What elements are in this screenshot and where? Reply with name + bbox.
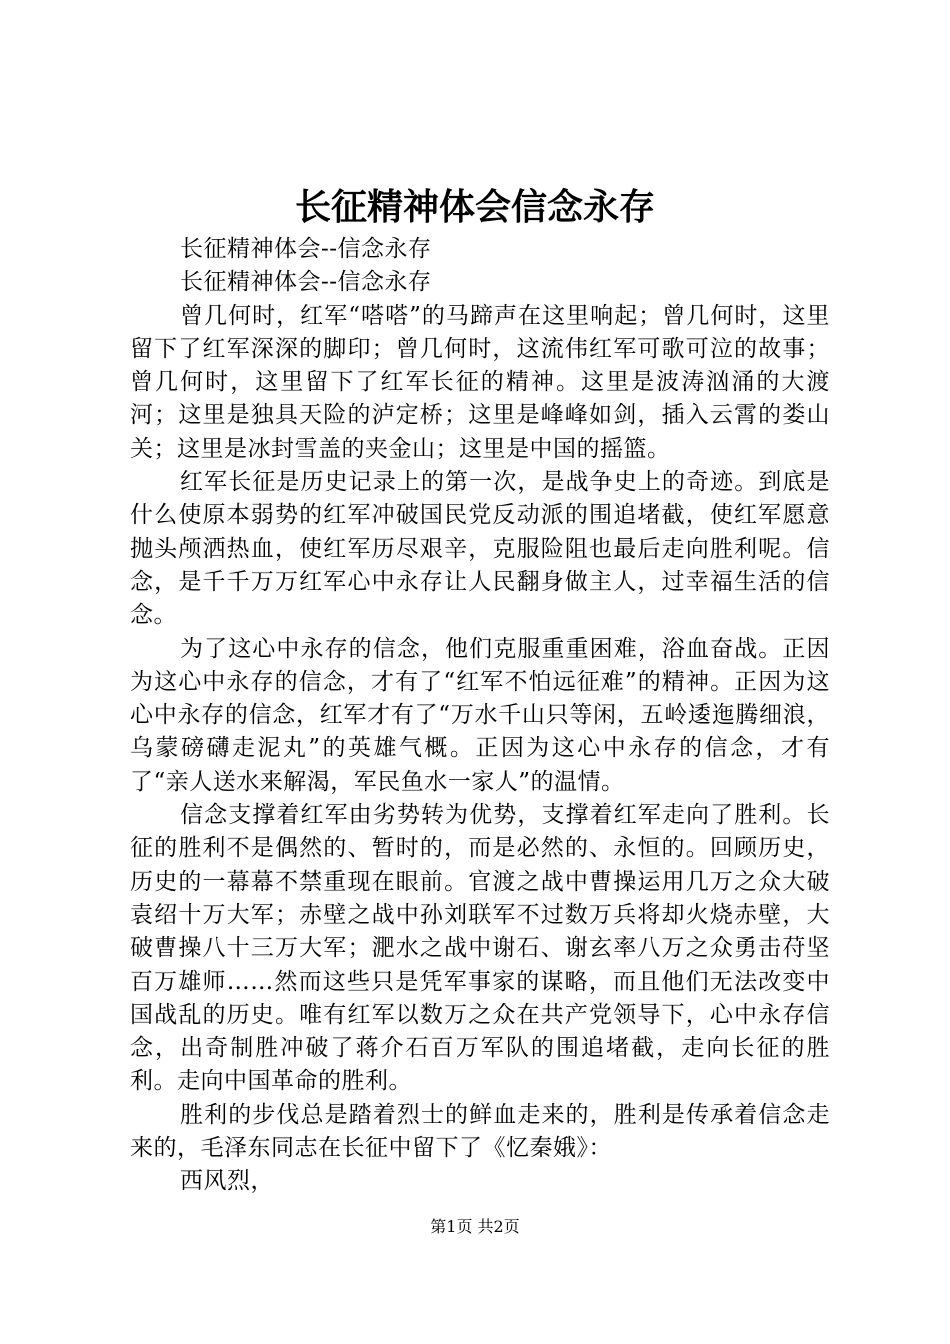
poem-line: 西风烈， bbox=[180, 1168, 274, 1195]
page-footer: 第1页 共2页 bbox=[430, 1217, 520, 1236]
body-paragraph: 胜利的步伐总是踏着烈士的鲜血走来的，胜利是传承着信念走来的，毛泽东同志在长征中留下了《忆秦娥》： bbox=[130, 1101, 830, 1162]
body-paragraph: 红军长征是历史记录上的第一次，是战争史上的奇迹。到底是什么使原本弱势的红军冲破国民党反动派的围追堵截，使红军愿意抛头颅洒热血，使红军历尽艰辛，克服险阻也最后走向胜利呢。信念，是千千万万红军心中永存让人民翻身做主人，过幸福生活的信念。 bbox=[130, 469, 830, 629]
body-paragraph: 信念支撑着红军由劣势转为优势，支撑着红军走向了胜利。长征的胜利不是偶然的、暂时的，而是必然的、永恒的。回顾历史，历史的一幕幕不禁重现在眼前。官渡之战中曹操运用几万之众大破袁绍十万大军；赤壁之战中孙刘联军不过数万兵将却火烧赤壁，大破曹操八十三万大军；淝水之战中谢石、谢玄率八万之众勇击苻坚百万雄师……然而这些只是凭军事家的谋略，而且他们无法改变中国战乱的历史。唯有红军以数万之众在共产党领导下，心中永存信念，出奇制胜冲破了蒋介石百万军队的围追堵截，走向长征的胜利。走向中国革命的胜利。 bbox=[130, 802, 830, 1095]
body-paragraph: 为了这心中永存的信念，他们克服重重困难，浴血奋战。正因为这心中永存的信念，才有了“红军不怕远征难”的精神。正因为这心中永存的信念，红军才有了“万水千山只等闲，五岭逶迤腾细浪，乌蒙磅礴走泥丸”的英雄气概。正因为这心中永存的信念，才有了“亲人送水来解渴，军民鱼水一家人”的温情。 bbox=[130, 635, 830, 795]
document-title: 长征精神体会信念永存 bbox=[294, 187, 655, 228]
body-paragraph: 曾几何时，红军“嗒嗒”的马蹄声在这里响起；曾几何时，这里留下了红军深深的脚印；曾几何时，这流伟红军可歌可泣的故事；曾几何时，这里留下了红军长征的精神。这里是波涛汹涌的大渡河；这里是独具天险的泸定桥；这里是峰峰如剑，插入云霄的娄山关；这里是冰封雪盖的夹金山；这里是中国的摇篮。 bbox=[130, 302, 830, 462]
document-body bbox=[130, 233, 830, 1199]
subtitle-line: 长征精神体会--信念永存 bbox=[180, 269, 432, 296]
subtitle-line: 长征精神体会--信念永存 bbox=[180, 236, 432, 262]
